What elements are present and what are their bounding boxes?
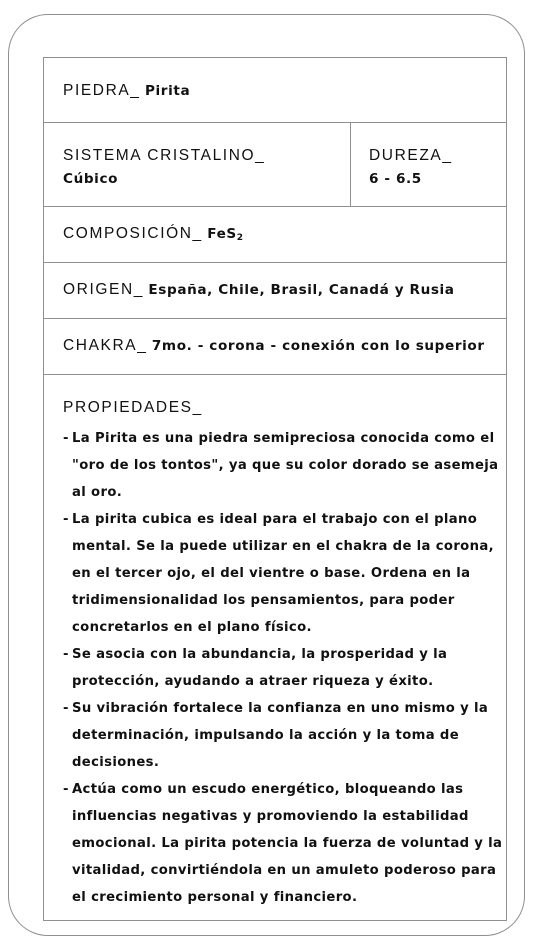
propiedades-list — [63, 425, 503, 911]
dureza-label: DUREZA_ — [369, 147, 453, 164]
sistema-label: SISTEMA CRISTALINO_ — [63, 147, 266, 164]
composicion-label: COMPOSICIÓN_ — [63, 225, 203, 242]
chakra-value: 7mo. - corona - conexión con lo superior — [151, 338, 485, 354]
composicion-value — [207, 226, 243, 242]
column-divider — [350, 123, 351, 206]
formula-base: FeS — [207, 226, 237, 242]
sistema-dureza-row — [44, 123, 506, 207]
propiedades-section — [44, 375, 506, 920]
origen-row — [44, 263, 506, 319]
sistema-value: Cúbico — [63, 171, 119, 187]
composicion-row — [44, 207, 506, 263]
propiedad-item: - Se asocia con la abundancia, la prosperidad y la protección, ayudando a atraer riqueza y éxito. — [63, 641, 503, 695]
propiedad-item: - Actúa como un escudo energético, bloqueando las influencias negativas y promoviendo la estabilidad emocional. La pirita potencia la fuerza de voluntad y la vitalidad, convirtiéndola en un amuleto poderoso para el crecimiento personal y financiero. — [63, 776, 503, 911]
propiedades-label: PROPIEDADES_ — [63, 399, 203, 416]
propiedad-item: - Su vibración fortalece la confianza en uno mismo y la determinación, impulsando la acción y la toma de decisiones. — [63, 695, 503, 776]
propiedad-item: - La Pirita es una piedra semipreciosa conocida como el "oro de los tontos", ya que su color dorado se asemeja al oro. — [63, 425, 503, 506]
piedra-value: Pirita — [144, 83, 191, 99]
origen-value: España, Chile, Brasil, Canadá y Rusia — [148, 282, 455, 298]
origen-label: ORIGEN_ — [63, 281, 144, 298]
chakra-label: CHAKRA_ — [63, 337, 148, 354]
dureza-value: 6 - 6.5 — [369, 171, 422, 187]
chakra-row — [44, 319, 506, 375]
piedra-row — [44, 58, 506, 123]
stone-info-table — [43, 57, 507, 921]
propiedad-item: - La pirita cubica es ideal para el trabajo con el plano mental. Se la puede utilizar en el chakra de la corona, en el tercer ojo, el del vientre o base. Ordena en la tridimensionalidad los pensamientos, para poder concretarlos en el plano físico. — [63, 506, 503, 641]
piedra-label: PIEDRA_ — [63, 82, 141, 99]
stone-card — [8, 14, 525, 936]
formula-subscript: 2 — [236, 233, 244, 243]
